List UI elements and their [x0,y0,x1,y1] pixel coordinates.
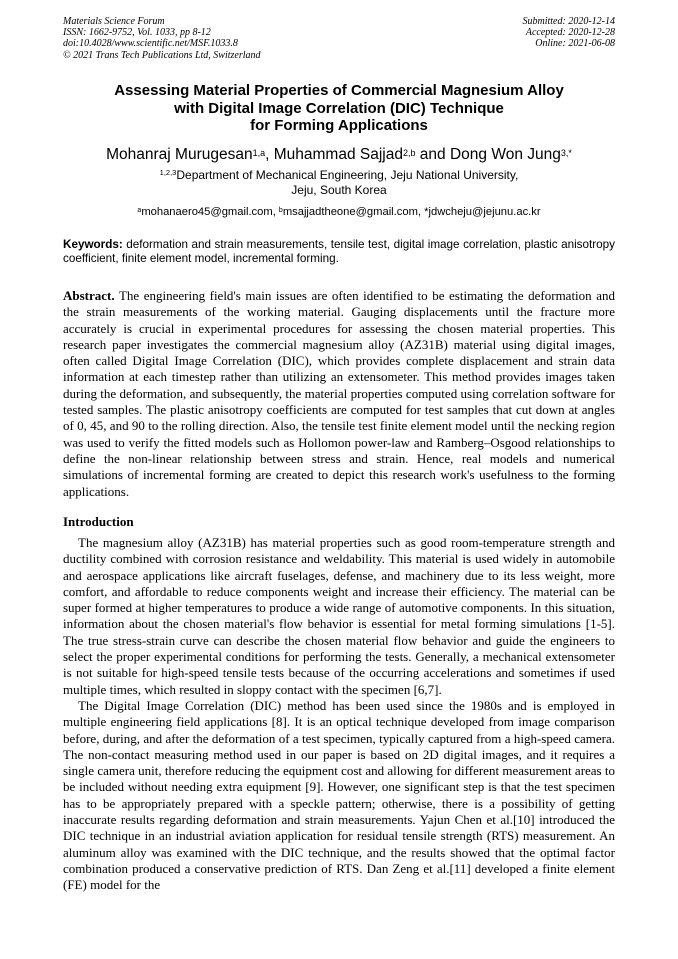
author-list [40,145,638,165]
journal-name: Materials Science Forum [63,16,165,27]
email-a: mohanaero45@gmail.com, [141,206,279,218]
paragraph: The magnesium alloy (AZ31B) has material properties such as good room-temperature strength and ductility combined with corrosion resistance and weldability. This material is used widely in automobile and aerospace applications like aircraft fuselages, defense, and machinery due to its less weight, more comfort, and affordable to reduce components weight and increase their efficiency. The material can be super formed at higher temperatures to produce a wide range of automotive components. In this situation, information about the chosen material's flow behavior is essential for metal forming simulations [1-5]. The true stress-strain curve can describe the chosen material flow behavior and guide the engineers to select the proper experimental conditions for performing the tests. Generally, a mechanical extensometer is not suitable for high-speed tensile tests because of the occurring accelerations and sometimes if used multiple times, which resulted in sloppy contact with the specimen [6,7]. [63,535,615,697]
author-2: Muhammad Sajjad [273,146,403,163]
author-separator: and [415,146,450,163]
email-b: msajjadtheone@gmail.com, *jdwcheju@jejunu.ac.kr [282,206,541,218]
journal-doi: doi:10.4028/www.scientific.net/MSF.1033.8 [63,38,238,50]
accepted-date: Accepted: 2020-12-28 [525,27,615,39]
abstract-label: Abstract. [63,288,115,303]
affiliation-sup: 1,2,3 [159,168,177,177]
keywords-label: Keywords: [63,238,123,251]
section-heading-introduction: Introduction [63,514,134,529]
author-2-affil: 2,b [402,148,416,158]
journal-info [63,16,363,61]
keywords-text: deformation and strain measurements, tensile test, digital image correlation, plastic anisotropy coefficient, finite element model, incremental forming. [63,238,615,266]
author-emails [63,205,615,219]
submission-dates [365,16,615,50]
email-sup: a [137,207,142,214]
affiliation-line-1: Department of Mechanical Engineering, Jeju National University, [176,168,519,182]
email-sup: b [278,207,283,214]
author-separator: , [265,146,274,163]
submitted-date: Submitted: 2020-12-14 [522,16,615,27]
title-line-2: with Digital Image Correlation (DIC) Technique [174,99,504,117]
title-line-1: Assessing Material Properties of Commercial Magnesium Alloy [114,82,564,99]
online-date: Online: 2021-06-08 [535,38,615,50]
abstract [63,288,615,500]
author-3-affil: 3,* [560,148,572,158]
affiliation [63,168,615,197]
affiliation-line-2: Jeju, South Korea [291,182,387,197]
paragraph: The Digital Image Correlation (DIC) method has been used since the 1980s and is employed in multiple engineering field applications [8]. It is an optical technique developed from image comparison before, during, and after the deformation of a test specimen, typically captured from a high-speed camera. The non-contact measuring method used in our paper is based on 2D digital images, and it requires a single camera unit, therefore reducing the equipment cost and allowing for different measurement areas to be included without needing extra equipment [9]. However, one significant step is that the test specimen has to be appropriately prepared with a speckle pattern; otherwise, there is a possibility of getting inaccurate results regarding deformation and strain measurements. Yajun Chen et al.[10] introduced the DIC technique in an industrial aviation application for residual tensile strength (RTS) measurement. An aluminum alloy was examined with the DIC technique, and the results showed that the optimal factor combination produced a conservative prediction of RTS. Dan Zeng et al.[11] developed a finite element (FE) model for the [63,697,615,893]
author-3: Dong Won Jung [449,146,561,163]
journal-issn: ISSN: 1662-9752, Vol. 1033, pp 8-12 [63,27,211,39]
paper-title [63,82,615,135]
abstract-text: The engineering field's main issues are often identified to be estimating the deformation and the strain measurements of the working material. Gauging displacements until the fracture more accurately is crucial in experimental procedures for assessing the chosen material properties. This research paper investigates the commercial magnesium alloy (AZ31B) material using digital images, often called Digital Image Correlation (DIC), which provides complete displacement and strain data information at each timestep rather than utilizing an extensometer. This method provides images taken during the deformation, and subsequently, the material properties computed using correlation software for tested samples. The plastic anisotropy coefficients are computed for test samples that cut down at angles of 0, 45, and 90 to the rolling direction. Also, the tensile test finite element model until the necking region was used to verify the fitted models such as Hollomon power-law and Ramberg–Osgood relationships to define the non-linear relationship between stress and strain. Hence, real models and numerical simulations of incremental forming are created to depict this research work's usefulness to the forming applications. [63,288,615,499]
author-1-affil: 1,a [252,148,266,158]
keywords [63,238,615,266]
title-line-3: for Forming Applications [250,117,428,134]
author-1: Mohanraj Murugesan [106,146,253,163]
introduction-body [63,535,615,894]
copyright: © 2021 Trans Tech Publications Ltd, Switzerland [63,49,261,61]
